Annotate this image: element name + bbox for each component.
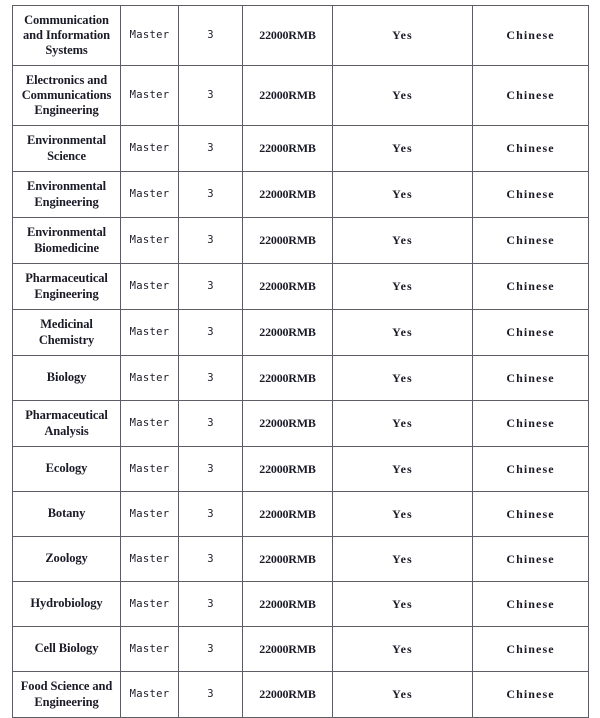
scholarship-cell: Yes xyxy=(333,310,473,356)
major-cell: Communication and Information Systems xyxy=(13,6,121,66)
degree-cell: Master xyxy=(121,66,179,126)
table-row xyxy=(13,627,589,672)
major-cell: Ecology xyxy=(13,447,121,492)
major-cell: Environmental Engineering xyxy=(13,172,121,218)
duration-cell: 3 xyxy=(179,356,243,401)
scholarship-cell: Yes xyxy=(333,627,473,672)
scholarship-cell: Yes xyxy=(333,492,473,537)
tuition-cell: 22000RMB xyxy=(243,66,333,126)
table-row xyxy=(13,6,589,66)
degree-cell: Master xyxy=(121,356,179,401)
major-cell: Botany xyxy=(13,492,121,537)
table-row xyxy=(13,218,589,264)
tuition-cell: 22000RMB xyxy=(243,627,333,672)
scholarship-cell: Yes xyxy=(333,356,473,401)
language-cell: Chinese xyxy=(473,66,589,126)
language-cell: Chinese xyxy=(473,537,589,582)
degree-cell: Master xyxy=(121,310,179,356)
major-cell: Environmental Biomedicine xyxy=(13,218,121,264)
degree-cell: Master xyxy=(121,582,179,627)
language-cell: Chinese xyxy=(473,401,589,447)
tuition-cell: 22000RMB xyxy=(243,537,333,582)
duration-cell: 3 xyxy=(179,447,243,492)
scholarship-cell: Yes xyxy=(333,582,473,627)
degree-cell: Master xyxy=(121,492,179,537)
table-row xyxy=(13,310,589,356)
tuition-cell: 22000RMB xyxy=(243,492,333,537)
degree-cell: Master xyxy=(121,447,179,492)
table-row xyxy=(13,172,589,218)
tuition-cell: 22000RMB xyxy=(243,401,333,447)
tuition-cell: 22000RMB xyxy=(243,218,333,264)
table-row xyxy=(13,66,589,126)
tuition-cell: 22000RMB xyxy=(243,264,333,310)
tuition-cell: 22000RMB xyxy=(243,126,333,172)
scholarship-cell: Yes xyxy=(333,401,473,447)
degree-cell: Master xyxy=(121,264,179,310)
language-cell: Chinese xyxy=(473,356,589,401)
tuition-cell: 22000RMB xyxy=(243,172,333,218)
tuition-cell: 22000RMB xyxy=(243,447,333,492)
duration-cell: 3 xyxy=(179,264,243,310)
degree-cell: Master xyxy=(121,401,179,447)
table-row xyxy=(13,264,589,310)
degree-cell: Master xyxy=(121,218,179,264)
tuition-cell: 22000RMB xyxy=(243,672,333,718)
table-row xyxy=(13,401,589,447)
major-cell: Pharmaceutical Engineering xyxy=(13,264,121,310)
major-cell: Biology xyxy=(13,356,121,401)
programs-table-body xyxy=(13,6,589,718)
language-cell: Chinese xyxy=(473,672,589,718)
duration-cell: 3 xyxy=(179,492,243,537)
degree-cell: Master xyxy=(121,627,179,672)
duration-cell: 3 xyxy=(179,218,243,264)
duration-cell: 3 xyxy=(179,582,243,627)
degree-cell: Master xyxy=(121,172,179,218)
duration-cell: 3 xyxy=(179,672,243,718)
tuition-cell: 22000RMB xyxy=(243,310,333,356)
scholarship-cell: Yes xyxy=(333,447,473,492)
language-cell: Chinese xyxy=(473,126,589,172)
major-cell: Hydrobiology xyxy=(13,582,121,627)
language-cell: Chinese xyxy=(473,218,589,264)
major-cell: Electronics and Communications Engineering xyxy=(13,66,121,126)
scholarship-cell: Yes xyxy=(333,172,473,218)
language-cell: Chinese xyxy=(473,172,589,218)
scholarship-cell: Yes xyxy=(333,6,473,66)
scholarship-cell: Yes xyxy=(333,537,473,582)
programs-table xyxy=(12,5,589,718)
table-row xyxy=(13,672,589,718)
major-cell: Pharmaceutical Analysis xyxy=(13,401,121,447)
table-row xyxy=(13,356,589,401)
table-row xyxy=(13,492,589,537)
language-cell: Chinese xyxy=(473,264,589,310)
language-cell: Chinese xyxy=(473,492,589,537)
major-cell: Cell Biology xyxy=(13,627,121,672)
scholarship-cell: Yes xyxy=(333,218,473,264)
duration-cell: 3 xyxy=(179,6,243,66)
major-cell: Zoology xyxy=(13,537,121,582)
table-row xyxy=(13,447,589,492)
scholarship-cell: Yes xyxy=(333,264,473,310)
degree-cell: Master xyxy=(121,126,179,172)
duration-cell: 3 xyxy=(179,401,243,447)
duration-cell: 3 xyxy=(179,66,243,126)
table-row xyxy=(13,126,589,172)
table-row xyxy=(13,582,589,627)
major-cell: Environmental Science xyxy=(13,126,121,172)
major-cell: Food Science and Engineering xyxy=(13,672,121,718)
duration-cell: 3 xyxy=(179,126,243,172)
duration-cell: 3 xyxy=(179,310,243,356)
degree-cell: Master xyxy=(121,672,179,718)
degree-cell: Master xyxy=(121,537,179,582)
tuition-cell: 22000RMB xyxy=(243,6,333,66)
duration-cell: 3 xyxy=(179,627,243,672)
table-row xyxy=(13,537,589,582)
language-cell: Chinese xyxy=(473,447,589,492)
degree-cell: Master xyxy=(121,6,179,66)
duration-cell: 3 xyxy=(179,172,243,218)
language-cell: Chinese xyxy=(473,6,589,66)
tuition-cell: 22000RMB xyxy=(243,356,333,401)
major-cell: Medicinal Chemistry xyxy=(13,310,121,356)
tuition-cell: 22000RMB xyxy=(243,582,333,627)
language-cell: Chinese xyxy=(473,310,589,356)
scholarship-cell: Yes xyxy=(333,126,473,172)
language-cell: Chinese xyxy=(473,627,589,672)
language-cell: Chinese xyxy=(473,582,589,627)
duration-cell: 3 xyxy=(179,537,243,582)
scholarship-cell: Yes xyxy=(333,66,473,126)
scholarship-cell: Yes xyxy=(333,672,473,718)
